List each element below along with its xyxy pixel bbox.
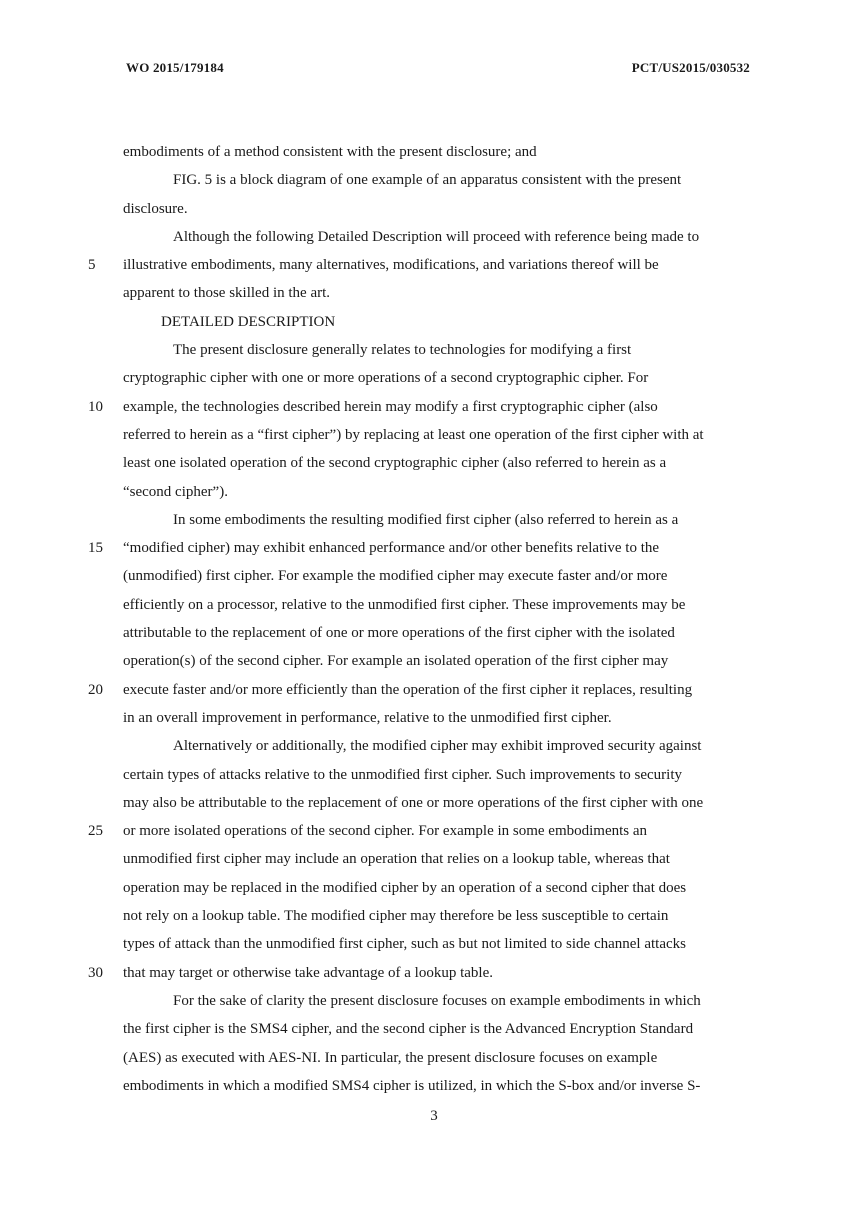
line-text: In some embodiments the resulting modified first cipher (also referred to herein as a [173, 511, 679, 528]
line-text: cryptographic cipher with one or more operations of a second cryptographic cipher. For [123, 370, 649, 387]
text-line [0, 789, 868, 817]
line-text: efficiently on a processor, relative to the unmodified first cipher. These improvements may be [123, 596, 686, 613]
line-text: types of attack than the unmodified first cipher, such as but not limited to side channel attacks [123, 936, 686, 953]
text-line [0, 223, 868, 251]
text-line [0, 845, 868, 873]
line-text: Alternatively or additionally, the modified cipher may exhibit improved security against [173, 738, 702, 755]
text-line [0, 449, 868, 477]
line-text: execute faster and/or more efficiently than the operation of the first cipher it replaces, resulting [123, 681, 693, 698]
text-line [0, 478, 868, 506]
line-text: may also be attributable to the replacement of one or more operations of the first cipher with one [123, 794, 704, 811]
line-text: apparent to those skilled in the art. [123, 285, 331, 302]
line-text: embodiments of a method consistent with the present disclosure; and [123, 144, 537, 160]
line-text: operation may be replaced in the modified cipher by an operation of a second cipher that does [123, 879, 687, 896]
text-line [0, 308, 868, 336]
text-line [0, 676, 868, 704]
line-text: “modified cipher) may exhibit enhanced performance and/or other benefits relative to the [123, 540, 660, 557]
line-text: that may target or otherwise take advantage of a lookup table. [123, 964, 494, 981]
line-text: example, the technologies described herein may modify a first cryptographic cipher (also [123, 398, 658, 415]
text-line [0, 1072, 868, 1100]
line-text: referred to herein as a “first cipher”) by replacing at least one operation of the first cipher with at [123, 426, 704, 443]
text-line [0, 166, 868, 194]
line-number: 30 [88, 964, 103, 981]
text-line [0, 251, 868, 279]
line-text: FIG. 5 is a block diagram of one example of an apparatus consistent with the present [173, 172, 682, 189]
line-text: embodiments in which a modified SMS4 cipher is utilized, in which the S-box and/or inverse S- [123, 1077, 701, 1094]
line-text: “second cipher”). [123, 483, 228, 500]
line-text: certain types of attacks relative to the unmodified first cipher. Such improvements to security [123, 766, 683, 783]
line-text: For the sake of clarity the present disclosure focuses on example embodiments in which [173, 992, 701, 1009]
text-line [0, 138, 868, 166]
line-text: not rely on a lookup table. The modified cipher may therefore be less susceptible to certain [123, 908, 669, 925]
text-line [0, 874, 868, 902]
text-line [0, 930, 868, 958]
publication-number: WO 2015/179184 [126, 60, 224, 75]
line-number: 20 [88, 681, 103, 698]
text-line [0, 619, 868, 647]
text-line [0, 987, 868, 1015]
line-text: or more isolated operations of the second cipher. For example in some embodiments an [123, 823, 648, 840]
text-line [0, 647, 868, 675]
text-line [0, 534, 868, 562]
text-line [0, 393, 868, 421]
line-number: 25 [88, 823, 103, 840]
text-line [0, 506, 868, 534]
text-line [0, 902, 868, 930]
line-text: disclosure. [123, 200, 188, 217]
text-line [0, 1015, 868, 1043]
text-line [0, 336, 868, 364]
line-text: illustrative embodiments, many alternatives, modifications, and variations thereof will be [123, 257, 659, 274]
line-text: (AES) as executed with AES-NI. In particular, the present disclosure focuses on example [123, 1049, 658, 1066]
text-line [0, 364, 868, 392]
line-text: Although the following Detailed Description will proceed with reference being made to [173, 228, 700, 245]
line-text: The present disclosure generally relates to technologies for modifying a first [173, 342, 632, 359]
line-text: operation(s) of the second cipher. For example an isolated operation of the first cipher may [123, 653, 669, 670]
text-line [0, 195, 868, 223]
line-number: 15 [88, 540, 103, 557]
line-text: unmodified first cipher may include an operation that relies on a lookup table, whereas that [123, 851, 670, 868]
page-number-text: 3 [430, 1108, 438, 1124]
line-text: the first cipher is the SMS4 cipher, and the second cipher is the Advanced Encryption Standard [123, 1021, 694, 1038]
text-line [0, 817, 868, 845]
line-text: in an overall improvement in performance, relative to the unmodified first cipher. [123, 709, 612, 726]
text-line [0, 959, 868, 987]
page-number [0, 1108, 868, 1125]
text-line [0, 1044, 868, 1072]
text-line [0, 732, 868, 760]
text-line [0, 279, 868, 307]
text-line [0, 562, 868, 590]
line-number: 5 [88, 257, 96, 274]
document-body [0, 138, 868, 1100]
text-line [0, 421, 868, 449]
section-heading: DETAILED DESCRIPTION [161, 313, 336, 330]
line-text: (unmodified) first cipher. For example the modified cipher may execute faster and/or more [123, 568, 668, 585]
text-line [0, 761, 868, 789]
line-text: least one isolated operation of the second cryptographic cipher (also referred to herein as a [123, 455, 667, 472]
text-line [0, 591, 868, 619]
text-line [0, 704, 868, 732]
line-number: 10 [88, 398, 103, 415]
line-text: attributable to the replacement of one or more operations of the first cipher with the isolated [123, 625, 675, 642]
application-number: PCT/US2015/030532 [631, 60, 750, 75]
